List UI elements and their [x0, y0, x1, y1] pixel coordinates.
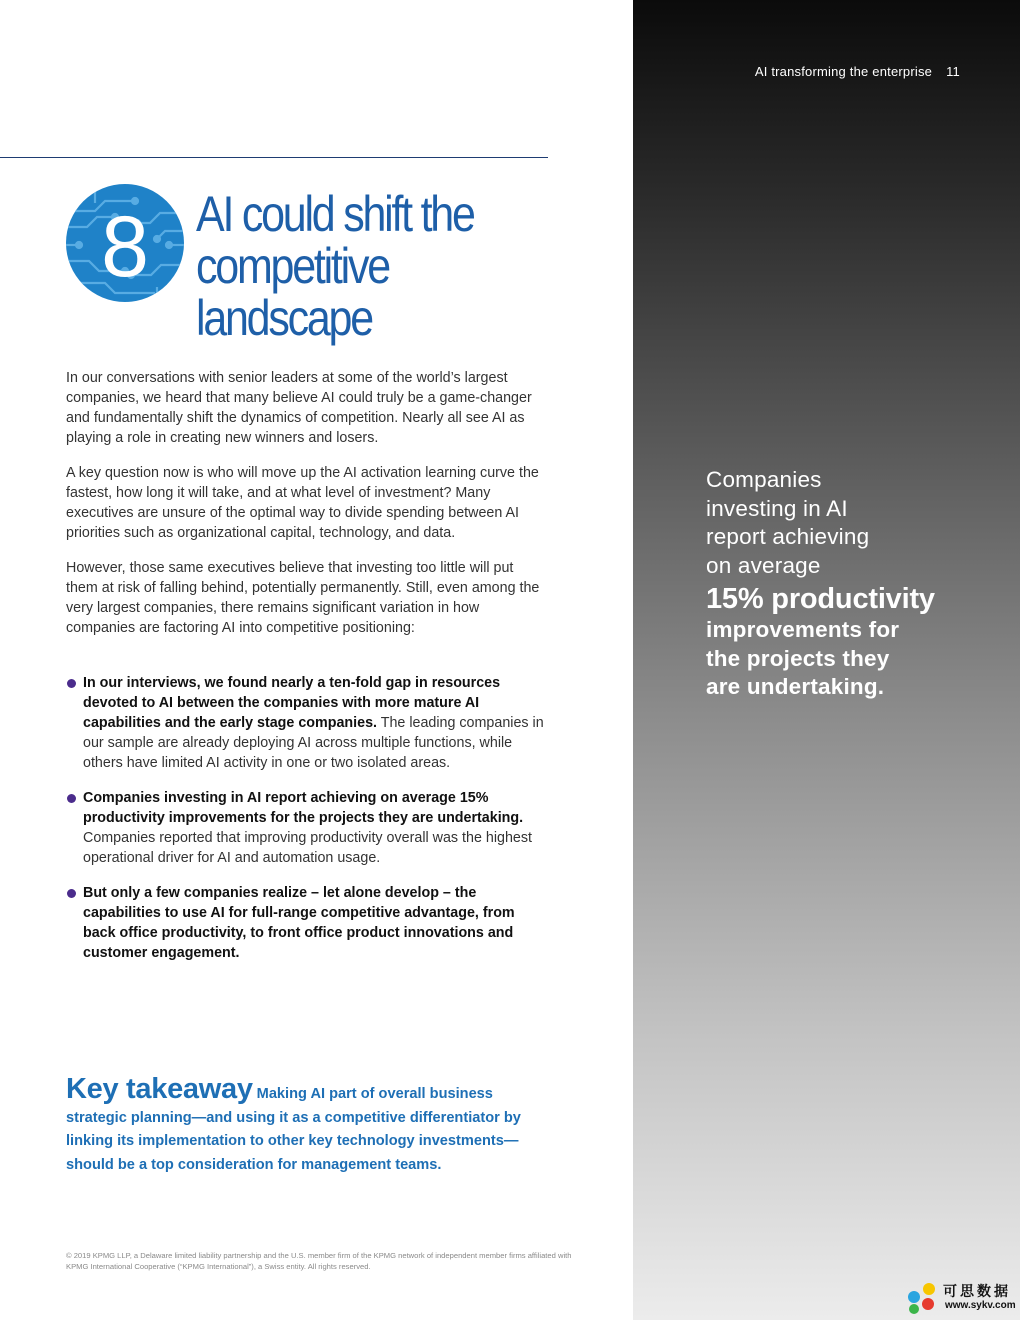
- legal-line-2: KPMG International Cooperative (“KPMG International”), a Swiss entity. All rights reserved.: [66, 1261, 371, 1271]
- pull-quote: [706, 466, 986, 702]
- body-text: [66, 368, 546, 653]
- running-header: [633, 64, 960, 79]
- key-takeaway: [66, 1073, 556, 1177]
- bullet-bold-text: Companies investing in AI report achieving on average 15% productivity improvements for the projects they are undertaking.: [83, 790, 524, 826]
- watermark-url: www.sykv.com: [945, 1300, 1016, 1311]
- bullet-dot-icon: [67, 794, 76, 803]
- chapter-badge: [65, 183, 185, 303]
- watermark-brand: 可思数据: [943, 1284, 1011, 1300]
- bullet-text: Companies reported that improving productivity overall was the highest operational driver for AI and automation usage.: [83, 830, 532, 866]
- bullet-text: The leading companies in our sample are already deploying AI across multiple functions, while others have limited AI activity in one or two isolated areas.: [83, 715, 544, 771]
- paragraph: However, those same executives believe that investing too little will put them at risk of falling behind, potentially permanently. Still, even among the very largest companies, there remains significant variation in how companies are factoring AI into competitive positioning:: [66, 560, 540, 636]
- chapter-number: 8: [101, 199, 149, 295]
- pull-quote-bold-line: the projects they: [706, 645, 890, 671]
- bullet-bold-text: In our interviews, we found nearly a ten-fold gap in resources devoted to AI between the companies with more mature AI capabilities and the early stage companies.: [83, 675, 501, 731]
- footer-legal: [66, 1251, 626, 1272]
- key-takeaway-label: Key takeaway: [66, 1073, 253, 1105]
- bullet-dot-icon: [67, 889, 76, 898]
- bullet-bold-text: But only a few companies realize – let alone develop – the capabilities to use AI for full-range competitive advantage, from back office productivity, to front office product innovations and customer engagement.: [83, 885, 515, 961]
- paragraph: In our conversations with senior leaders at some of the world’s largest companies, we heard that many believe AI could truly be a game-changer and fundamentally shift the dynamics of competition. Nearly all see AI as playing a role in creating new winners and losers.: [66, 370, 532, 446]
- section-title-line-1: AI could shift the: [196, 186, 474, 242]
- list-item: [66, 673, 550, 773]
- paragraph: A key question now is who will move up the AI activation learning curve the fastest, how long it will take, and at what level of investment? Many executives are unsure of the optimal way to divide spending between AI priorities such as organizational capital, technology, and data.: [66, 465, 539, 541]
- bullet-list: [66, 673, 550, 978]
- top-divider: [0, 157, 548, 158]
- pull-quote-line: on average: [706, 552, 821, 578]
- bullet-dot-icon: [67, 679, 76, 688]
- watermark: [905, 1280, 1017, 1316]
- pull-quote-bold-line: are undertaking.: [706, 674, 885, 699]
- section-title-line-2: competitive landscape: [196, 238, 389, 346]
- legal-line-1: © 2019 KPMG LLP, a Delaware limited liability partnership and the U.S. member firm of the KPMG network of independent member firms affiliated with: [66, 1251, 572, 1260]
- key-takeaway-text: Making AI part of overall business strategic planning—and using it as a competitive differentiator by linking its implementation to other key technology investments—should be a top consideration for management teams.: [66, 1086, 521, 1173]
- pull-quote-highlight: 15% productivity: [706, 583, 935, 615]
- pull-quote-line: Companies: [706, 467, 822, 492]
- list-item: [66, 883, 550, 963]
- page-number: 11: [946, 64, 960, 79]
- pull-quote-line: report achieving: [706, 524, 870, 549]
- list-item: [66, 788, 550, 868]
- watermark-logo-icon: [905, 1282, 941, 1314]
- section-title: [196, 188, 557, 344]
- running-title: AI transforming the enterprise: [754, 64, 933, 79]
- pull-quote-bold-line: improvements for: [706, 617, 900, 642]
- pull-quote-line: investing in AI: [706, 495, 848, 521]
